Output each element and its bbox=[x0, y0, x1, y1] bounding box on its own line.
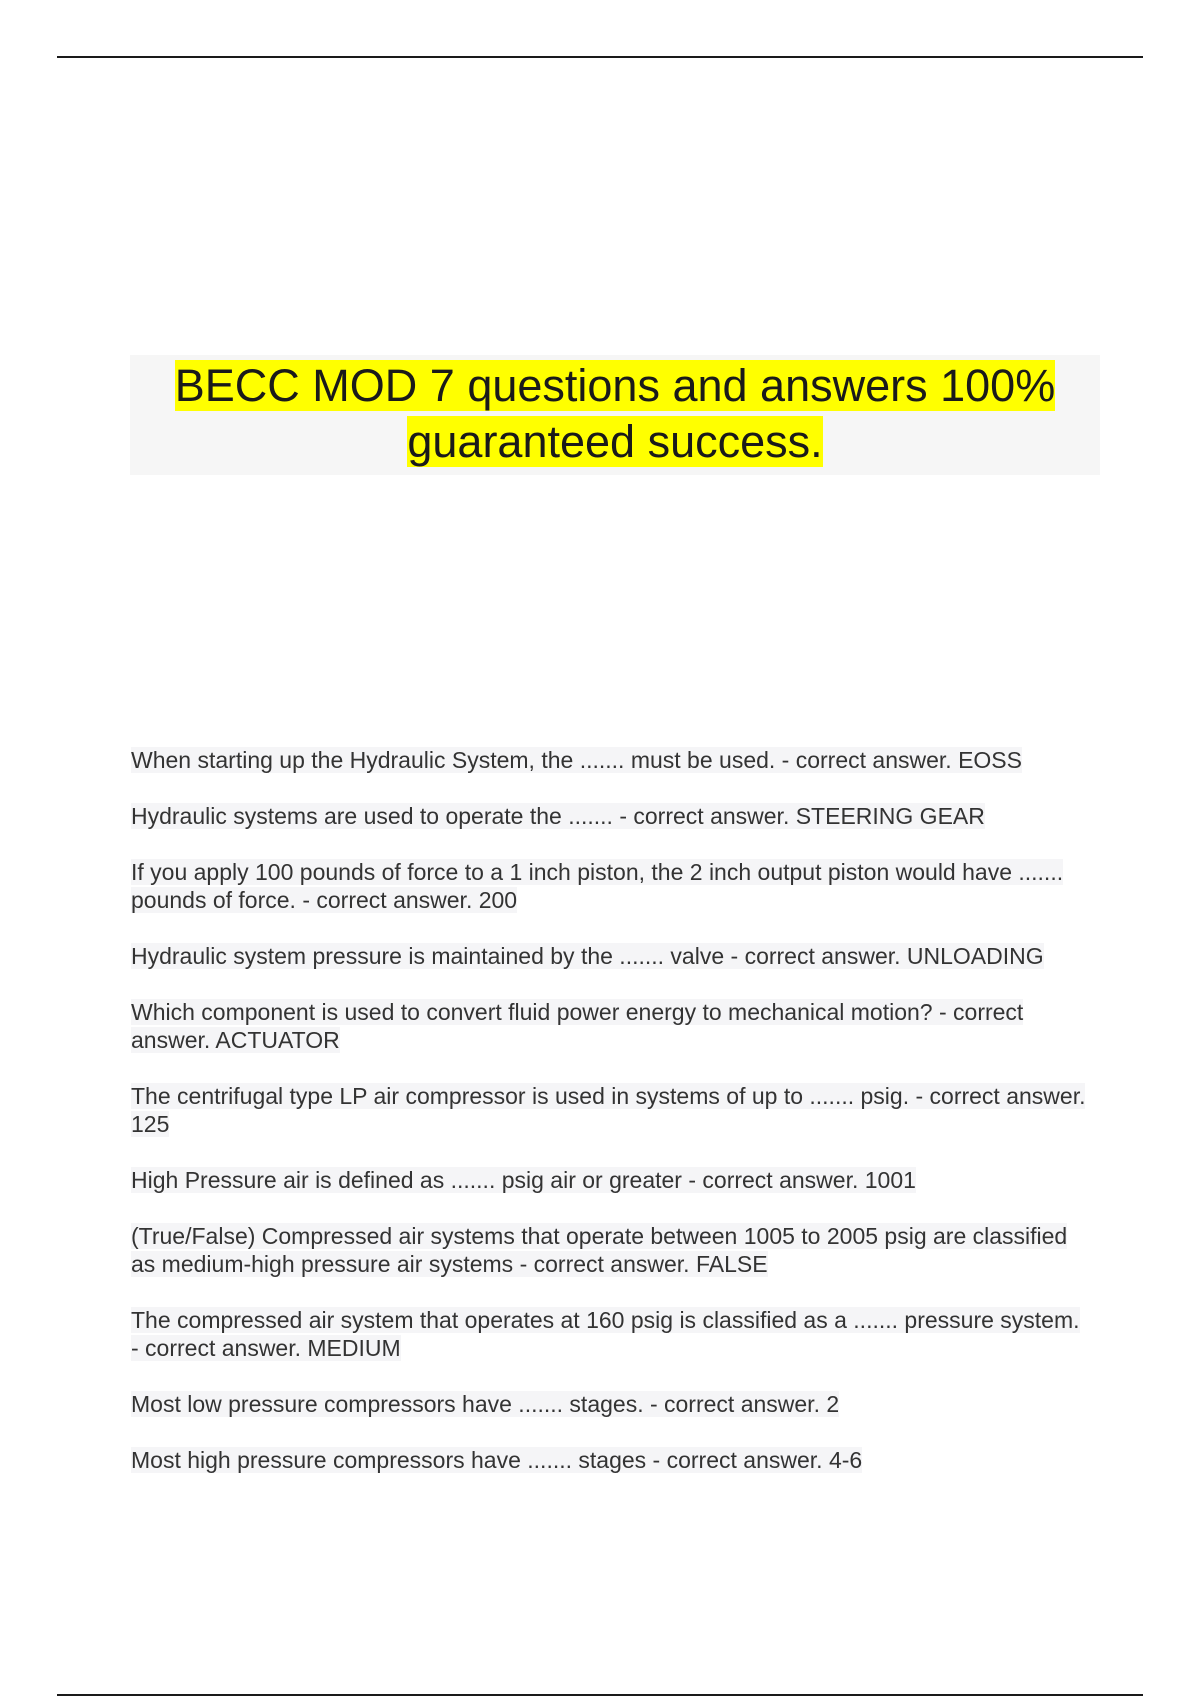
qa-item-11: Most high pressure compressors have ....... stages - correct answer. 4-6 bbox=[131, 1447, 863, 1473]
qa-item-7: High Pressure air is defined as ....... psig air or greater - correct answer. 1001 bbox=[131, 1167, 916, 1193]
bottom-rule bbox=[57, 1694, 1143, 1696]
qa-item-9: The compressed air system that operates at 160 psig is classified as a ....... pressure system. - correct answer. MEDIUM bbox=[131, 1307, 1080, 1361]
qa-item-3: If you apply 100 pounds of force to a 1 inch piston, the 2 inch output piston would have ....... pounds of force. - correct answer. 200 bbox=[131, 859, 1064, 913]
qa-item-6: The centrifugal type LP air compressor is used in systems of up to ....... psig. - correct answer. 125 bbox=[131, 1083, 1086, 1137]
qa-item-1: When starting up the Hydraulic System, the ....... must be used. - correct answer. EOSS bbox=[131, 747, 1022, 773]
document-title bbox=[130, 358, 1100, 470]
qa-item-5: Which component is used to convert fluid power energy to mechanical motion? - correct answer. ACTUATOR bbox=[131, 999, 1024, 1053]
document-title-line-1: BECC MOD 7 questions and answers 100% bbox=[174, 360, 1056, 411]
document-title-line-2: guaranteed success. bbox=[407, 416, 823, 467]
qa-list bbox=[131, 746, 1091, 1502]
qa-item-8: (True/False) Compressed air systems that operate between 1005 to 2005 psig are classified as medium-high pressure air systems - correct answer. FALSE bbox=[131, 1223, 1068, 1277]
top-rule bbox=[57, 56, 1143, 58]
qa-item-10: Most low pressure compressors have ....... stages. - correct answer. 2 bbox=[131, 1391, 840, 1417]
qa-item-2: Hydraulic systems are used to operate the ....... - correct answer. STEERING GEAR bbox=[131, 803, 985, 829]
qa-item-4: Hydraulic system pressure is maintained by the ....... valve - correct answer. UNLOADING bbox=[131, 943, 1044, 969]
